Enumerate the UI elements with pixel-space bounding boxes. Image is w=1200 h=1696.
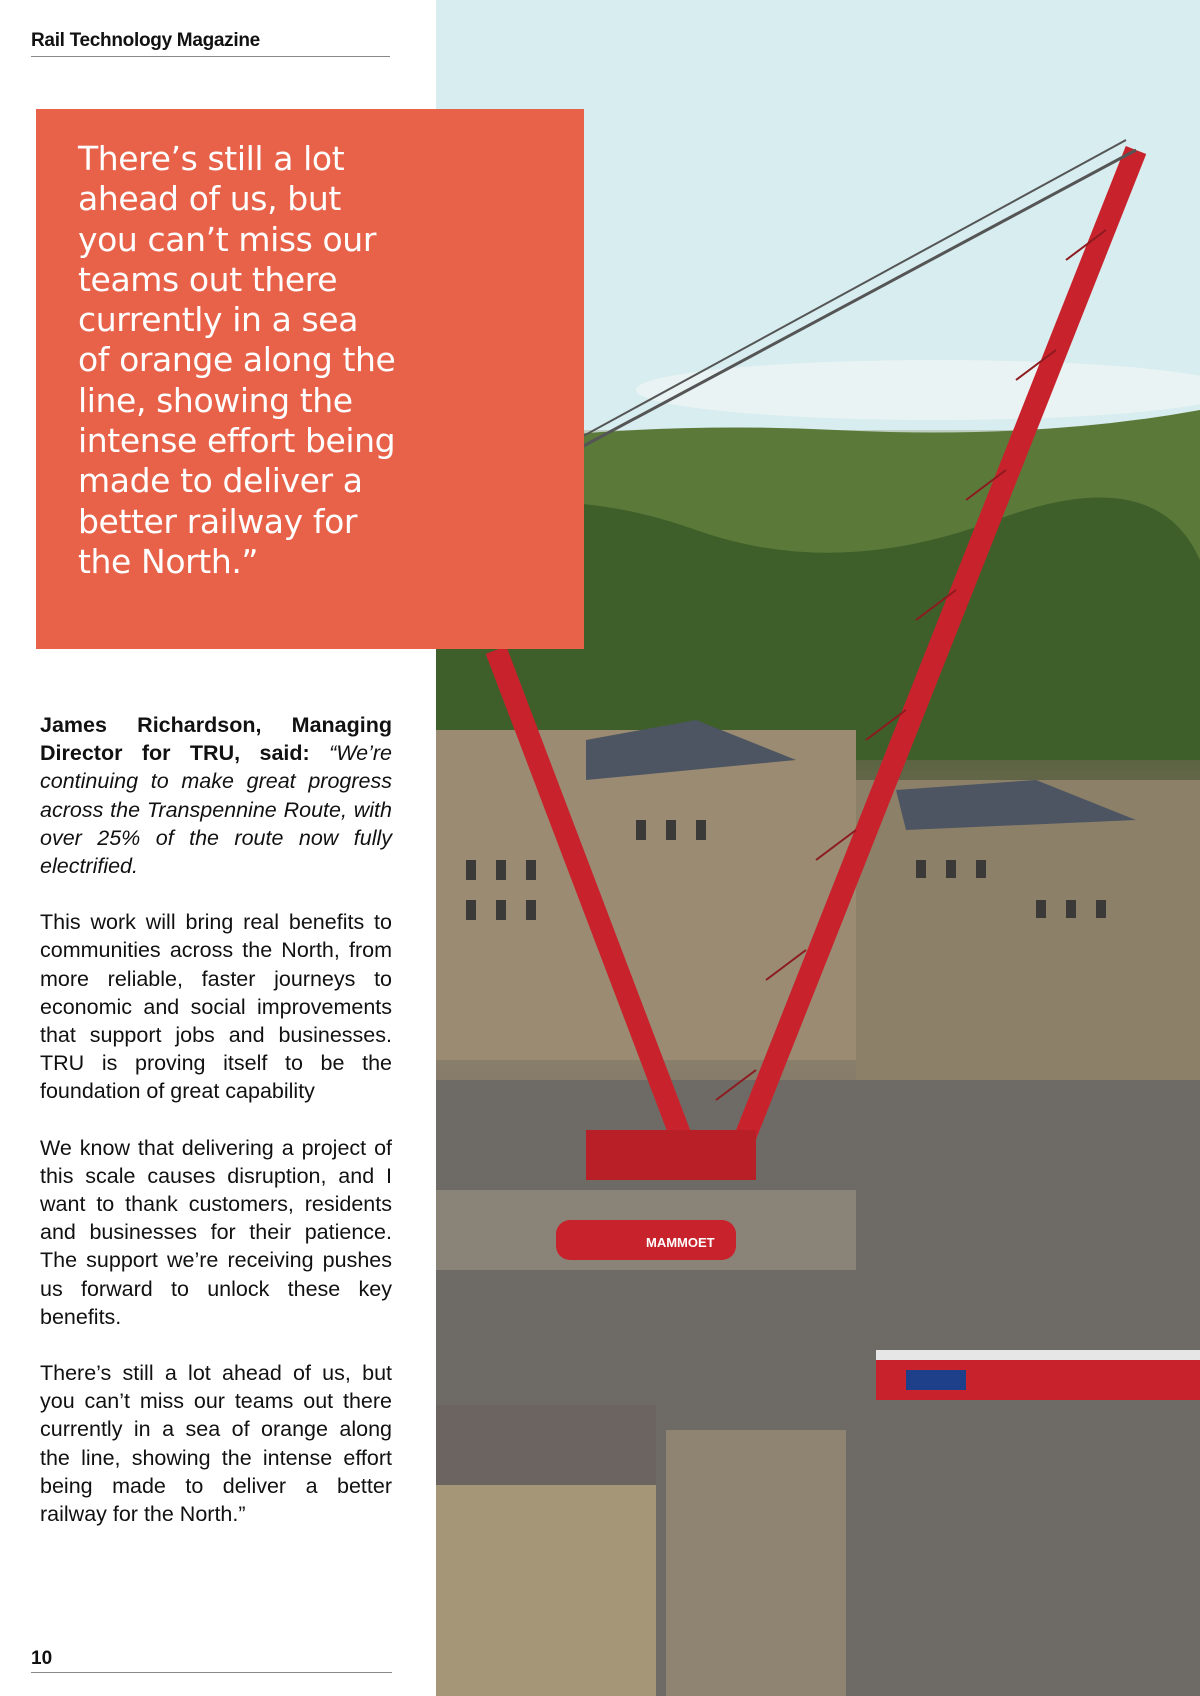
lead-quote: “We’re continuing to make great progress across the Transpennine Route, with over 25% of the route now fully electrified.	[40, 741, 392, 879]
pull-quote-text: There’s still a lot ahead of us, but you can’t miss our teams out there currently in a sea of orange along the line, showing the intense effort being made to deliver a better railway for the North.”	[78, 139, 396, 581]
article-body	[40, 711, 392, 1556]
body-paragraph: There’s still a lot ahead of us, but you can’t miss our teams out there currently in a sea of orange along the line, showing the intense effort being made to deliver a better railway for the North.”	[40, 1361, 392, 1527]
lead-paragraph	[40, 711, 392, 880]
body-paragraph: This work will bring real benefits to communities across the North, from more reliable, faster journeys to economic and social improvements that support jobs and businesses. TRU is proving itself to be the foundation of great capability	[40, 910, 392, 1104]
masthead: Rail Technology Magazine	[31, 30, 390, 57]
body-paragraph: We know that delivering a project of this scale causes disruption, and I want to thank customers, residents and businesses for their patience. The support we’re receiving pushes us forward to unlock these key benefits.	[40, 1135, 392, 1329]
retaining-wall	[666, 1430, 846, 1696]
foreground-roof	[436, 1405, 656, 1485]
bridge-top	[876, 1350, 1200, 1360]
pull-quote-box	[36, 109, 584, 649]
foreground-building	[436, 1480, 656, 1696]
bridge-sign	[906, 1370, 966, 1390]
crane-body	[586, 1130, 756, 1180]
speaker-attribution: James Richardson, Managing Director for TRU, said:	[40, 713, 392, 766]
page-number: 10	[31, 1648, 392, 1673]
crane-brand-label: MAMMOET	[646, 1235, 715, 1250]
